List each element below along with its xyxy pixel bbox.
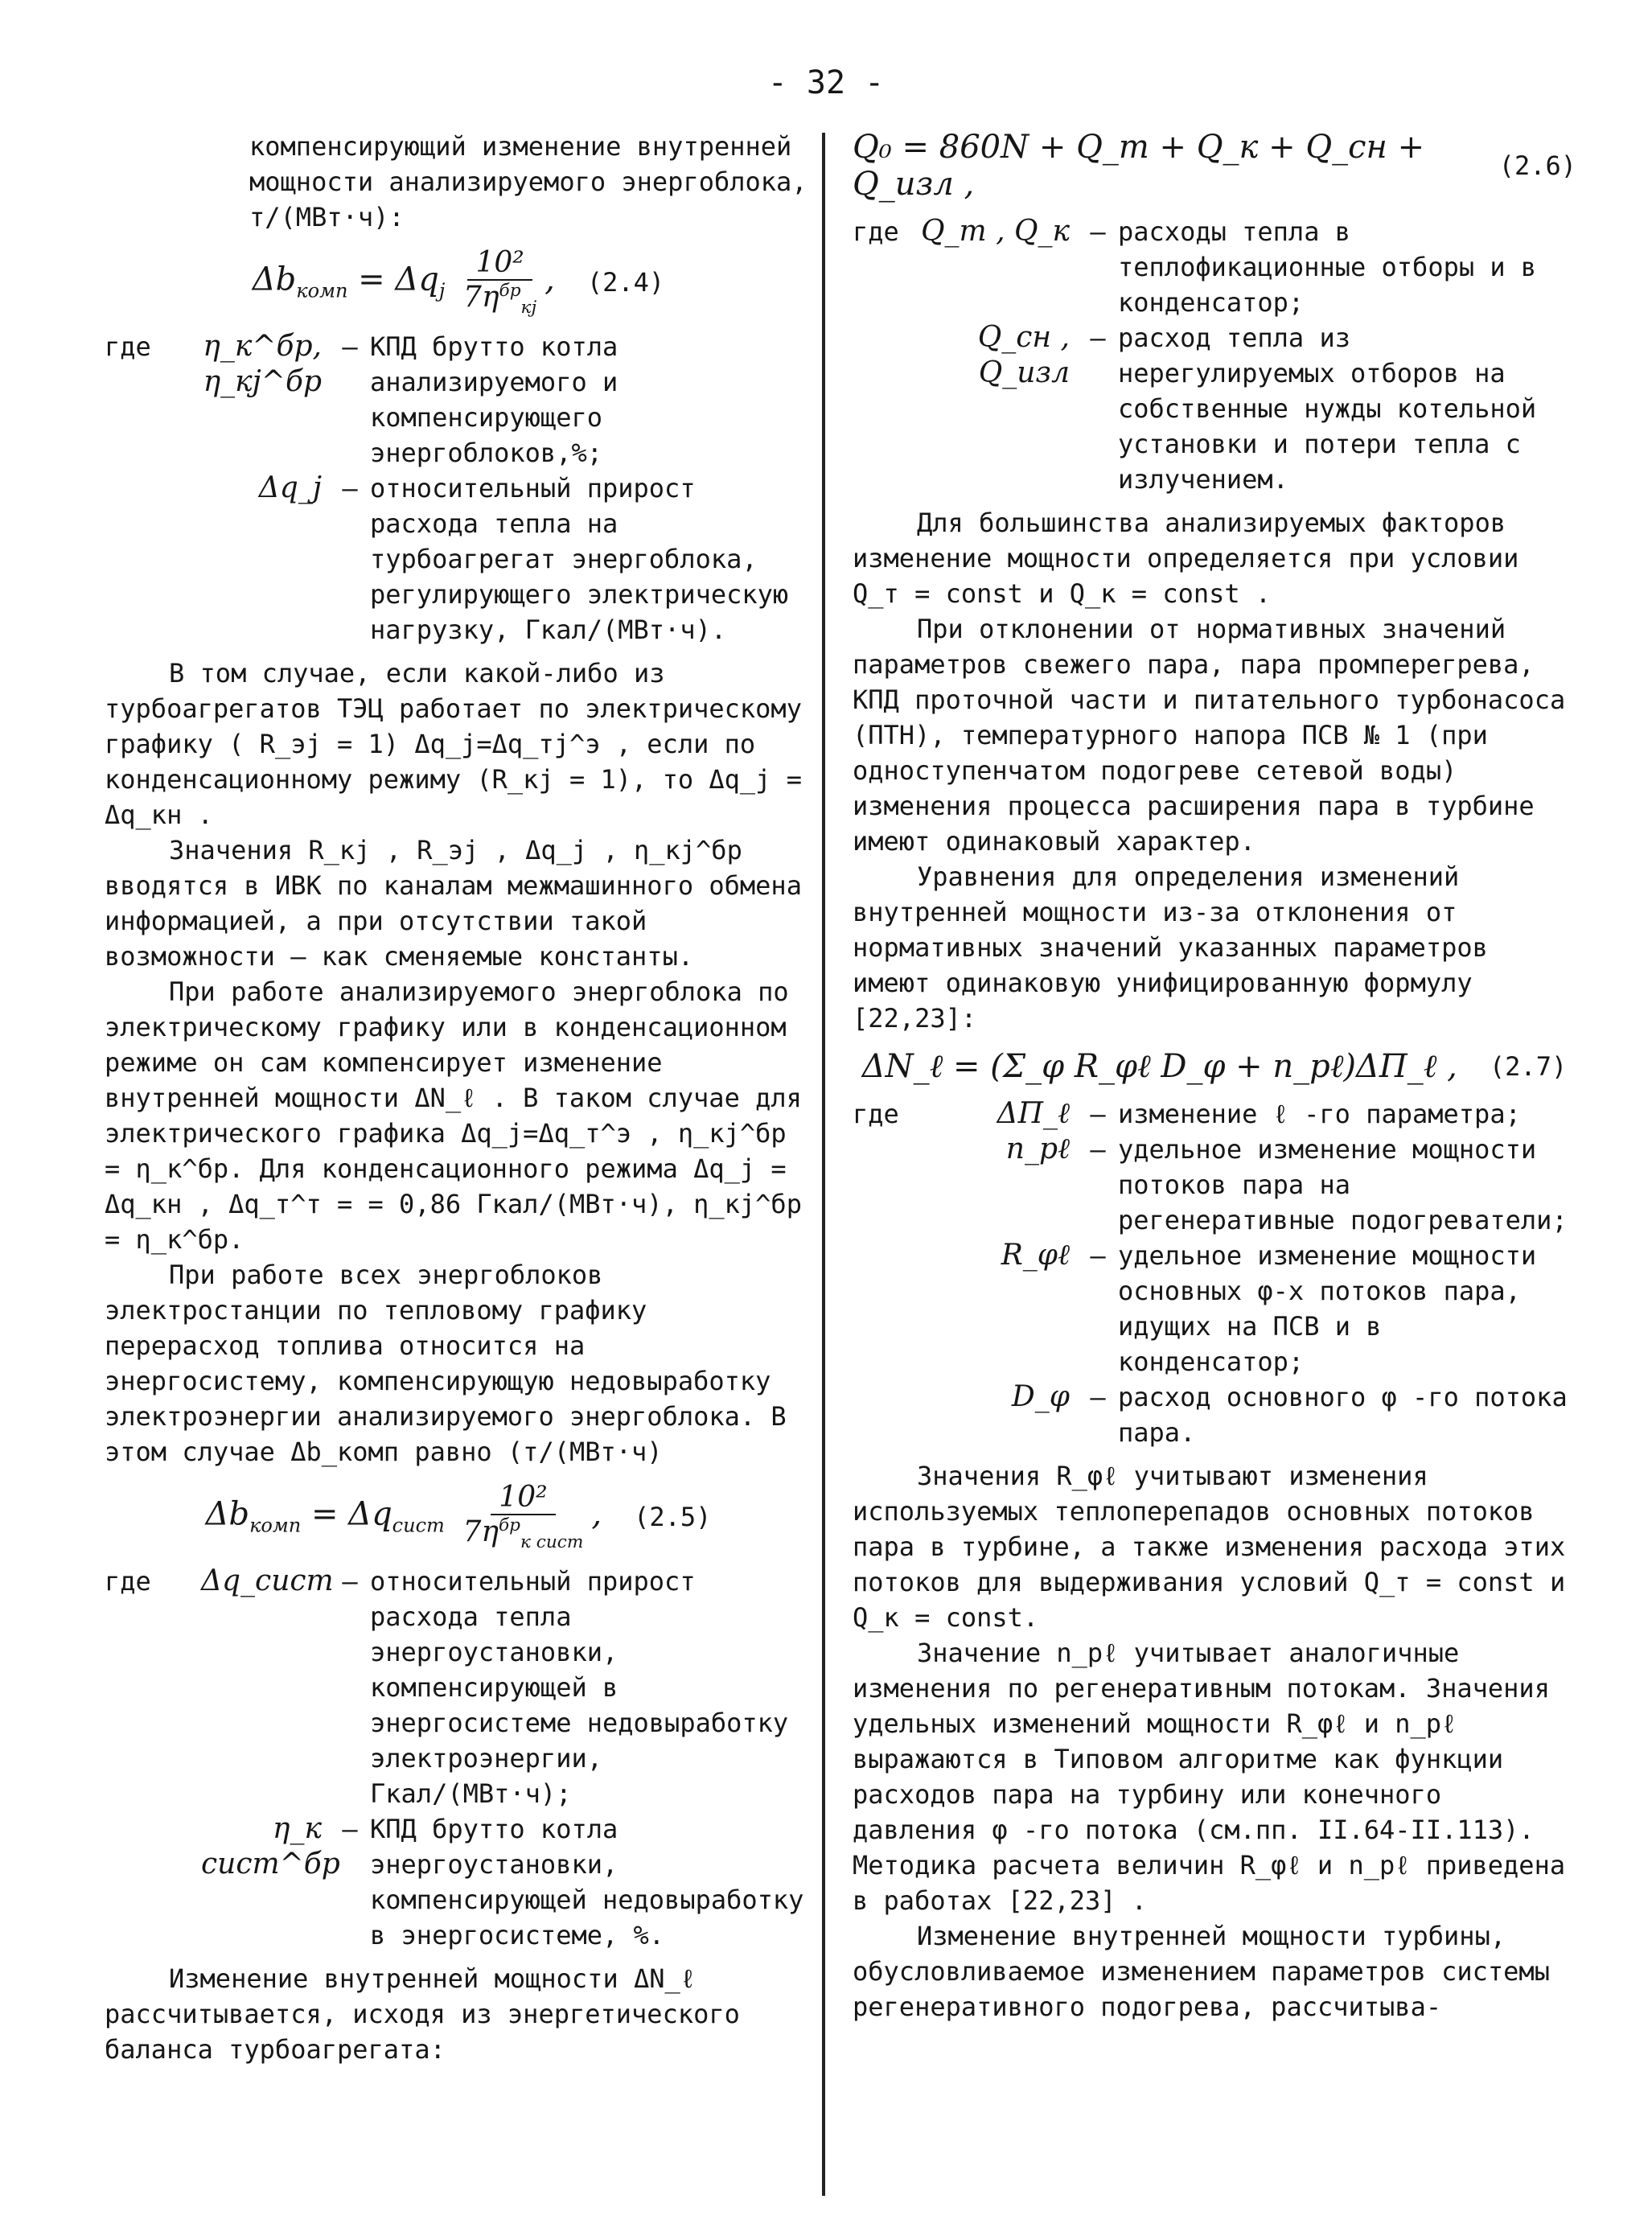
right-paragraph-5: Значение n_pℓ учитывает аналогичные изменения по регенеративным потокам. Значения удельных изменений мощности R_φℓ и n_pℓ выражаются в Типовом алгоритме как функции расходов пара на турбину или конечного давления φ -го потока (см.пп. II.64-II.113). Методика расчета величин R_φℓ и n_pℓ приведена в работах [22,23] . — [853, 1638, 1566, 1916]
f24-number: (2.4) — [586, 266, 665, 298]
def-symbol: η_к^бр, η_кj^бр — [203, 330, 322, 399]
formula-2-4-body — [253, 246, 555, 318]
def-dash: – — [1090, 323, 1106, 353]
def-symbol: ΔΠ_ℓ — [997, 1097, 1070, 1130]
def-dash: – — [342, 1566, 358, 1597]
left-paragraph-6: Изменение внутренней мощности ΔN_ℓ рассчитывается, исходя из энергетического баланса турбоагрегата: — [105, 1963, 740, 2066]
def-text: относительный прирост расхода тепла на турбоагрегат энергоблока, регулирующего электрическую нагрузку, Гкал/(МВт·ч). — [370, 473, 789, 646]
def-text: удельное изменение мощности потоков пара на регенеративные подогреватели; — [1118, 1134, 1568, 1235]
left-def-1-1 — [105, 471, 812, 647]
f24-eq: = Δq — [347, 261, 439, 298]
left-definitions-1 — [105, 329, 812, 647]
f25-number: (2.5) — [634, 1501, 712, 1532]
right-def-2-1 — [853, 1132, 1576, 1238]
f25-lhs-sub: комп — [249, 1514, 302, 1537]
def-symbol: Q_т , Q_к — [921, 215, 1070, 248]
left-paragraph-2: В том случае, если какой-либо из турбоагрегатов ТЭЦ работает по электрическому графику ( R_эj = 1) Δq_j=Δq_тj^э , если по конденсационному режиму (R_кj = 1), то Δq_j = Δq_кн . — [105, 658, 802, 831]
f25-eq-sub: сист — [392, 1514, 445, 1537]
left-column — [105, 129, 812, 2067]
right-paragraph-4: Значения R_φℓ учитывают изменения используемых теплоперепадов основных потоков пара в турбине, а также изменения расхода этих потоков для выдерживания условий Q_т = const и Q_к = const. — [853, 1461, 1566, 1633]
def-dash: – — [1090, 1240, 1106, 1271]
right-def-1-1 — [853, 320, 1576, 497]
formula-2-7 — [853, 1047, 1576, 1085]
formula-2-5-body — [206, 1481, 602, 1552]
f24-num: 10² — [467, 246, 532, 281]
left-def-2-1 — [105, 1811, 812, 1953]
left-def-1-0 — [105, 329, 812, 471]
def-where: где — [105, 331, 151, 363]
left-paragraph-1: компенсирующий изменение внутренней мощности анализируемого энергоблока, т/(МВт·ч): — [249, 131, 808, 232]
def-dash: – — [1090, 1099, 1106, 1129]
f24-tail: , — [545, 261, 555, 298]
formula-2-5 — [105, 1481, 812, 1552]
f25-den-base: 7η — [462, 1515, 499, 1549]
f25-den — [455, 1515, 592, 1552]
right-paragraph-3: Уравнения для определения изменений внутренней мощности из-за отклонения от нормативных значений указанных параметров имеют одинаковую унифицированную формулу [22,23]: — [853, 861, 1488, 1034]
f25-den-sup: бр — [498, 1515, 520, 1536]
def-dash: – — [342, 331, 358, 363]
f24-lhs-sub: комп — [296, 279, 348, 302]
left-paragraph-3: Значения R_кj , R_эj , Δq_j , η_кj^бр вводятся в ИВК по каналам межмашинного обмена информацией, а при отсутствии такой возможности – как сменяемые константы. — [105, 835, 802, 972]
def-text: КПД брутто котла энергоустановки, компенсирующей недовыработку в энергосистеме, %. — [370, 1814, 804, 1951]
def-text: удельное изменение мощности основных φ-х потоков пара, идущих на ПСВ и в конденсатор; — [1118, 1240, 1537, 1377]
left-paragraph-4: При работе анализируемого энергоблока по электрическому графику или в конденсационном режиме он сам компенсирует изменение внутренней мощности ΔN_ℓ . В таком случае для электрического графика Δq_j=Δq_т^э , η_кj^бр = η_к^бр. Для конденсационного режима Δq_j = Δq_кн , Δq_т^т = = 0,86 Гкал/(МВт·ч), η_кj^бр = η_к^бр. — [105, 976, 802, 1256]
f24-fraction — [455, 246, 545, 318]
f24-den-sup: бр — [499, 281, 521, 301]
f24-den-sub: кj — [520, 298, 537, 319]
formula-2-4 — [105, 246, 812, 318]
def-text: расход тепла из нерегулируемых отборов на собственные нужды котельной установки и потери тепла с излучением. — [1118, 323, 1537, 495]
def-text: КПД брутто котла анализируемого и компенсирующего энергоблоков,%; — [370, 331, 618, 469]
def-symbol: D_φ — [1011, 1380, 1070, 1413]
right-definitions-1 — [853, 214, 1576, 497]
f27-number: (2.7) — [1489, 1050, 1568, 1082]
def-text: относительный прирост расхода тепла энергоустановки, компенсирующей в энергосистеме недовыработку электроэнергии, Гкал/(МВт·ч); — [370, 1566, 789, 1810]
def-symbol: Δq_j — [258, 471, 322, 505]
left-definitions-2 — [105, 1564, 812, 1953]
def-text: расходы тепла в теплофикационные отборы и в конденсатор; — [1118, 216, 1537, 318]
f25-fraction — [455, 1481, 592, 1552]
def-symbol: Δq_сист — [201, 1564, 334, 1598]
def-dash: – — [1090, 1134, 1106, 1165]
f24-eq-sub: j — [438, 279, 446, 302]
f25-eq: = Δq — [301, 1495, 392, 1533]
def-text: расход основного φ -го потока пара. — [1118, 1382, 1568, 1448]
def-where: где — [853, 216, 899, 247]
f26-number: (2.6) — [1498, 150, 1576, 181]
right-paragraph-1: Для большинства анализируемых факторов изменение мощности определяется при условии Q_т = const и Q_к = const . — [853, 508, 1519, 609]
formula-2-6 — [853, 129, 1576, 203]
def-symbol: n_pℓ — [1005, 1132, 1070, 1165]
f25-lhs: Δb — [205, 1495, 250, 1533]
f25-tail: , — [591, 1495, 602, 1533]
right-paragraph-6: Изменение внутренней мощности турбины, обусловливаемое изменением параметров системы регенеративного подогрева, рассчитыва- — [853, 1921, 1550, 2022]
f24-lhs: Δb — [252, 261, 297, 298]
column-divider — [822, 133, 825, 2196]
right-def-2-3 — [853, 1379, 1576, 1450]
right-definitions-2 — [853, 1096, 1576, 1450]
f27-body: ΔN_ℓ = (Σ_φ R_φℓ D_φ + n_pℓ)ΔΠ_ℓ , — [861, 1048, 1457, 1085]
page-number: - 32 - — [767, 64, 885, 101]
def-where: где — [853, 1099, 899, 1129]
f24-den — [455, 281, 545, 318]
def-symbol: R_φℓ — [1001, 1239, 1070, 1272]
right-def-2-2 — [853, 1238, 1576, 1379]
def-dash: – — [1090, 216, 1106, 247]
right-paragraph-2: При отклонении от нормативных значений параметров свежего пара, пара промперегрева, КПД проточной части и питательного турбонасоса (ПТН), температурного напора ПСВ № 1 (при одноступенчатом подогреве сетевой воды) изменения процесса расширения пара в турбине имеют одинаковый характер. — [853, 614, 1566, 857]
def-symbol: Q_сн , Q_изл — [977, 321, 1070, 389]
right-def-2-0 — [853, 1096, 1576, 1132]
f26-body: Q₀ = 860N + Q_т + Q_к + Q_сн + Q_изл , — [853, 129, 1425, 203]
f25-num: 10² — [491, 1481, 555, 1515]
def-dash: – — [1090, 1382, 1106, 1412]
right-def-1-0 — [853, 214, 1576, 320]
def-dash: – — [342, 1814, 358, 1845]
def-dash: – — [342, 473, 358, 504]
def-where: где — [105, 1566, 151, 1597]
f25-den-sub: к сист — [520, 1532, 584, 1553]
left-paragraph-5: При работе всех энергоблоков электростанции по тепловому графику перерасход топлива относится на энергосистему, компенсирующую недовыработку электроэнергии анализируемого энергоблока. В этом случае Δb_комп равно (т/(МВт·ч) — [105, 1260, 787, 1468]
left-def-2-0 — [105, 1564, 812, 1811]
right-column — [853, 129, 1576, 2024]
def-symbol: η_к сист^бр — [201, 1812, 340, 1881]
f24-den-base: 7η — [463, 281, 499, 314]
def-text: изменение ℓ -го параметра; — [1118, 1099, 1521, 1129]
